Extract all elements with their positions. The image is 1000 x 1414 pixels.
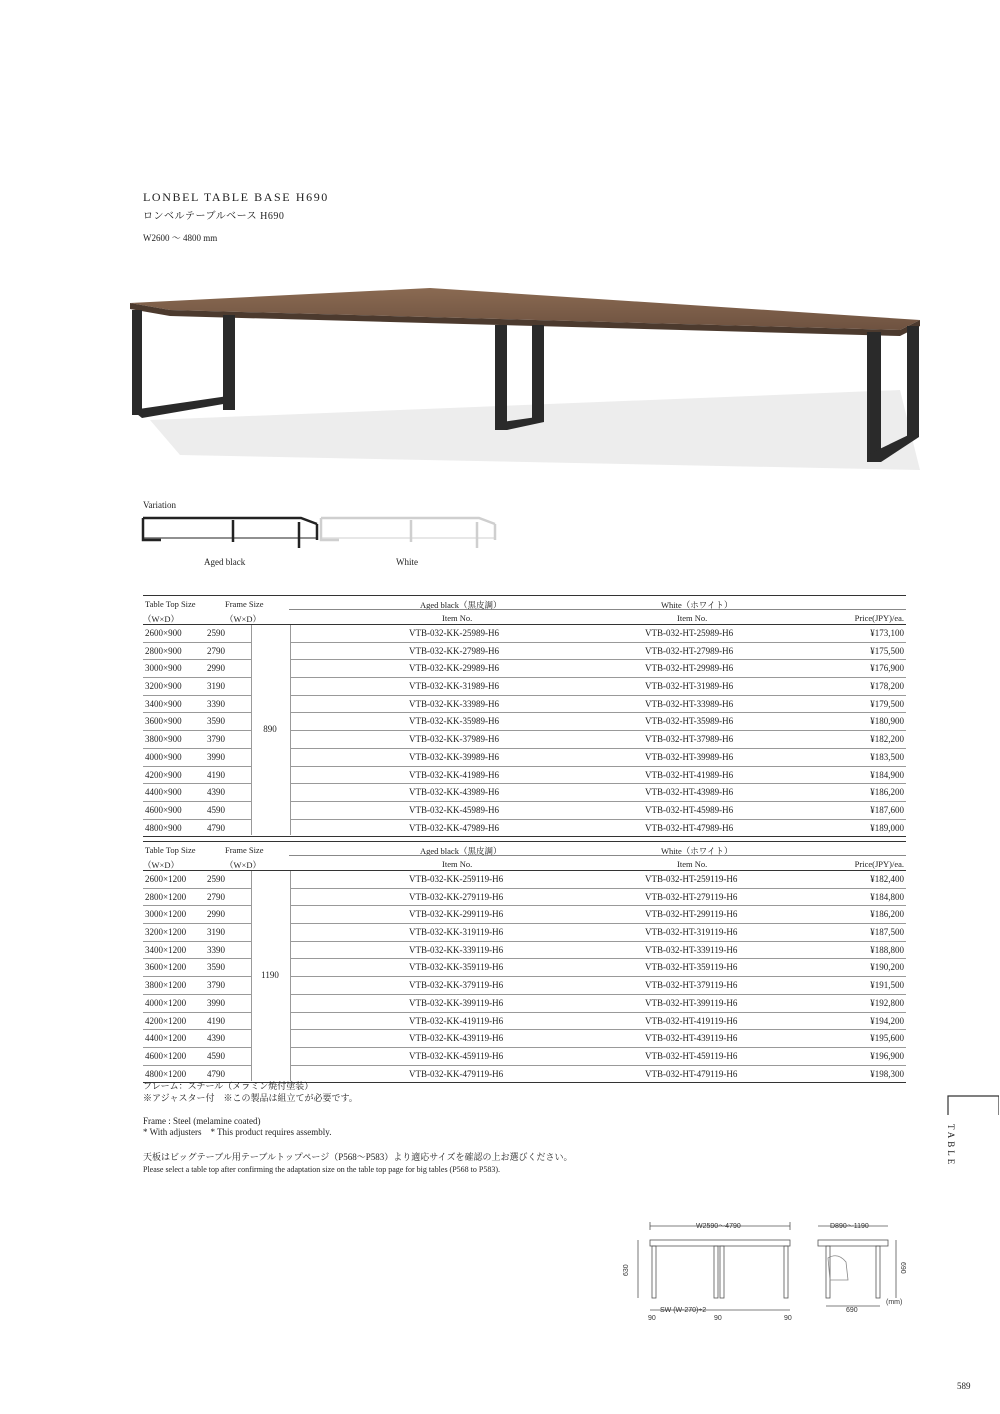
cell-top-size: 3800×1200 <box>145 980 187 991</box>
cell-frame-size: 2590 <box>207 874 225 884</box>
cell-top-size: 3400×900 <box>145 698 182 709</box>
cell-price: ¥176,900 <box>870 663 904 674</box>
cell-item-white: VTB-032-HT-27989-H6 <box>645 645 734 656</box>
cell-price: ¥184,900 <box>870 769 904 780</box>
cell-price: ¥183,500 <box>870 751 904 762</box>
dim-sw: SW (W-270)÷2 <box>660 1307 707 1314</box>
cell-item-white: VTB-032-HT-39989-H6 <box>645 751 734 762</box>
dim-side-690: 690 <box>846 1307 858 1314</box>
cell-frame-depth: 890 <box>263 724 277 735</box>
col-white: White（ホワイト） <box>661 846 733 856</box>
col-price: Price(JPY)/ea. <box>854 859 904 869</box>
cell-top-size: 4800×1200 <box>145 1068 187 1079</box>
cell-item-white: VTB-032-HT-259119-H6 <box>645 874 738 884</box>
cell-item-white: VTB-032-HT-339119-H6 <box>645 944 738 955</box>
col-frame-size-sub: （W×D） <box>225 614 261 624</box>
product-photo <box>120 270 930 470</box>
cell-item-aged-black: VTB-032-KK-43989-H6 <box>409 787 499 798</box>
cell-price: ¥196,900 <box>870 1050 904 1061</box>
cell-price: ¥189,000 <box>870 822 904 833</box>
cell-item-aged-black: VTB-032-KK-35989-H6 <box>409 716 499 727</box>
col-frame-size-sub: （W×D） <box>225 860 261 870</box>
cell-item-aged-black: VTB-032-KK-379119-H6 <box>409 980 504 991</box>
note-select-jp: 天板はビッグテーブル用テーブルトップページ（P568〜P583）より適応サイズを確認の上お選びください。 <box>143 1152 573 1162</box>
cell-item-white: VTB-032-HT-33989-H6 <box>645 698 734 709</box>
cell-item-aged-black: VTB-032-KK-339119-H6 <box>409 944 504 955</box>
cell-item-white: VTB-032-HT-419119-H6 <box>645 1015 738 1026</box>
cell-top-size: 3200×1200 <box>145 927 187 938</box>
dim-leg-90b: 90 <box>714 1315 722 1322</box>
cell-item-aged-black: VTB-032-KK-439119-H6 <box>409 1033 504 1044</box>
cell-item-white: VTB-032-HT-25989-H6 <box>645 628 734 638</box>
cell-item-aged-black: VTB-032-KK-319119-H6 <box>409 927 504 938</box>
cell-price: ¥187,600 <box>870 804 904 815</box>
cell-item-aged-black: VTB-032-KK-479119-H6 <box>409 1068 504 1079</box>
cell-frame-size: 3390 <box>207 698 225 709</box>
cell-item-aged-black: VTB-032-KK-259119-H6 <box>409 874 504 884</box>
cell-frame-size: 3190 <box>207 681 225 692</box>
cell-top-size: 2800×1200 <box>145 891 187 902</box>
cell-item-white: VTB-032-HT-41989-H6 <box>645 769 734 780</box>
cell-price: ¥187,500 <box>870 927 904 938</box>
cell-frame-size: 3790 <box>207 734 225 745</box>
dim-height-right: 690 <box>899 1262 906 1274</box>
cell-frame-size: 3990 <box>207 997 225 1008</box>
col-item-no-ht: Item No. <box>677 613 708 623</box>
note-select-en: Please select a table top after confirming the adaptation size on the table top page for big tables (P568 to P583). <box>143 1165 501 1174</box>
cell-item-aged-black: VTB-032-KK-399119-H6 <box>409 997 504 1008</box>
table-header <box>143 841 906 871</box>
col-item-no-kk: Item No. <box>442 859 473 869</box>
cell-item-white: VTB-032-HT-279119-H6 <box>645 891 738 902</box>
col-top-size: Table Top Size <box>145 599 196 609</box>
cell-top-size: 4000×1200 <box>145 997 187 1008</box>
cell-price: ¥182,400 <box>870 874 904 884</box>
cell-top-size: 3200×900 <box>145 681 182 692</box>
cell-item-white: VTB-032-HT-31989-H6 <box>645 681 734 692</box>
dim-height-left: 630 <box>623 1264 630 1276</box>
cell-item-aged-black: VTB-032-KK-39989-H6 <box>409 751 499 762</box>
cell-top-size: 4600×1200 <box>145 1050 187 1061</box>
cell-frame-size: 3790 <box>207 980 225 991</box>
cell-item-white: VTB-032-HT-47989-H6 <box>645 822 734 833</box>
page-number: 589 <box>957 1381 971 1391</box>
variation-white-image <box>319 514 497 550</box>
cell-item-aged-black: VTB-032-KK-459119-H6 <box>409 1050 504 1061</box>
cell-price: ¥188,800 <box>870 944 904 955</box>
cell-item-aged-black: VTB-032-KK-299119-H6 <box>409 909 504 920</box>
dim-unit: (mm) <box>886 1299 903 1306</box>
cell-price: ¥178,200 <box>870 681 904 692</box>
cell-top-size: 4200×900 <box>145 769 182 780</box>
cell-top-size: 3600×1200 <box>145 962 187 973</box>
table-header <box>143 595 906 625</box>
price-table-d1200 <box>143 841 906 1083</box>
cell-price: ¥184,800 <box>870 891 904 902</box>
product-title-en: LONBEL TABLE BASE H690 <box>143 190 329 204</box>
cell-frame-size: 3190 <box>207 927 225 938</box>
cell-item-white: VTB-032-HT-319119-H6 <box>645 927 738 938</box>
note-adjuster-en: * With adjusters * This product requires assembly. <box>143 1127 332 1137</box>
cell-item-aged-black: VTB-032-KK-31989-H6 <box>409 681 499 692</box>
variation-name-white: White <box>396 557 418 567</box>
cell-frame-depth: 1190 <box>261 970 279 981</box>
cell-top-size: 3600×900 <box>145 716 182 727</box>
cell-top-size: 4400×900 <box>145 787 182 798</box>
cell-price: ¥191,500 <box>870 980 904 991</box>
cell-frame-size: 4590 <box>207 804 225 815</box>
dim-leg-90c: 90 <box>784 1315 792 1322</box>
col-aged-black: Aged black（黒皮調） <box>420 600 502 610</box>
cell-top-size: 4000×900 <box>145 751 182 762</box>
note-adjuster-jp: ※アジャスター付 ※この製品は組立てが必要です。 <box>143 1093 358 1103</box>
col-item-no-ht: Item No. <box>677 859 708 869</box>
cell-price: ¥195,600 <box>870 1033 904 1044</box>
cell-item-white: VTB-032-HT-29989-H6 <box>645 663 734 674</box>
cell-item-aged-black: VTB-032-KK-27989-H6 <box>409 645 499 656</box>
cell-price: ¥186,200 <box>870 909 904 920</box>
cell-item-aged-black: VTB-032-KK-37989-H6 <box>409 734 499 745</box>
col-white: White（ホワイト） <box>661 600 733 610</box>
cell-frame-size: 4390 <box>207 787 225 798</box>
cell-price: ¥173,100 <box>870 628 904 638</box>
cell-price: ¥186,200 <box>870 787 904 798</box>
note-frame-en: Frame : Steel (melamine coated) <box>143 1116 261 1126</box>
cell-frame-size: 2590 <box>207 628 225 638</box>
cell-item-white: VTB-032-HT-459119-H6 <box>645 1050 738 1061</box>
cell-frame-size: 2790 <box>207 645 225 656</box>
note-frame-jp: フレーム：スチール（メラミン焼付塗装） <box>143 1081 314 1091</box>
cell-top-size: 4800×900 <box>145 822 182 833</box>
cell-top-size: 4200×1200 <box>145 1015 187 1026</box>
cell-item-aged-black: VTB-032-KK-359119-H6 <box>409 962 504 973</box>
section-tab-label: TABLE <box>946 1124 956 1168</box>
dim-depth: D890〜1190 <box>830 1223 869 1230</box>
cell-frame-size: 3390 <box>207 944 225 955</box>
cell-frame-size: 2790 <box>207 891 225 902</box>
col-frame-size: Frame Size <box>225 599 264 609</box>
cell-item-white: VTB-032-HT-299119-H6 <box>645 909 738 920</box>
col-aged-black: Aged black（黒皮調） <box>420 846 502 856</box>
cell-item-white: VTB-032-HT-399119-H6 <box>645 997 738 1008</box>
cell-top-size: 3800×900 <box>145 734 182 745</box>
price-table-d900 <box>143 595 906 837</box>
col-price: Price(JPY)/ea. <box>854 613 904 623</box>
cell-frame-size: 3590 <box>207 716 225 727</box>
cell-frame-size: 4190 <box>207 769 225 780</box>
variation-name-aged-black: Aged black <box>204 557 246 567</box>
cell-price: ¥198,300 <box>870 1068 904 1079</box>
cell-frame-size: 4190 <box>207 1015 225 1026</box>
cell-item-aged-black: VTB-032-KK-25989-H6 <box>409 628 499 638</box>
cell-top-size: 3400×1200 <box>145 944 187 955</box>
cell-price: ¥194,200 <box>870 1015 904 1026</box>
cell-top-size: 4600×900 <box>145 804 182 815</box>
cell-item-aged-black: VTB-032-KK-419119-H6 <box>409 1015 504 1026</box>
cell-frame-size: 4790 <box>207 822 225 833</box>
cell-item-white: VTB-032-HT-37989-H6 <box>645 734 734 745</box>
dimension-drawing <box>618 1218 918 1328</box>
variation-aged-black-image <box>141 514 319 550</box>
cell-item-aged-black: VTB-032-KK-47989-H6 <box>409 822 499 833</box>
cell-item-aged-black: VTB-032-KK-45989-H6 <box>409 804 499 815</box>
cell-item-white: VTB-032-HT-43989-H6 <box>645 787 734 798</box>
cell-item-white: VTB-032-HT-35989-H6 <box>645 716 734 727</box>
col-top-size: Table Top Size <box>145 845 196 855</box>
cell-item-aged-black: VTB-032-KK-33989-H6 <box>409 698 499 709</box>
cell-price: ¥175,500 <box>870 645 904 656</box>
cell-top-size: 2800×900 <box>145 645 182 656</box>
col-top-size-sub: （W×D） <box>143 860 179 870</box>
cell-frame-size: 3590 <box>207 962 225 973</box>
cell-top-size: 2600×900 <box>145 628 182 638</box>
cell-price: ¥180,900 <box>870 716 904 727</box>
cell-item-white: VTB-032-HT-359119-H6 <box>645 962 738 973</box>
cell-price: ¥179,500 <box>870 698 904 709</box>
product-title-jp: ロンベルテーブルベース H690 <box>143 211 285 222</box>
cell-item-aged-black: VTB-032-KK-279119-H6 <box>409 891 504 902</box>
cell-top-size: 4400×1200 <box>145 1033 187 1044</box>
cell-price: ¥190,200 <box>870 962 904 973</box>
cell-item-white: VTB-032-HT-439119-H6 <box>645 1033 738 1044</box>
cell-top-size: 3000×900 <box>145 663 182 674</box>
col-top-size-sub: （W×D） <box>143 614 179 624</box>
dim-leg-90a: 90 <box>648 1315 656 1322</box>
cell-frame-size: 4390 <box>207 1033 225 1044</box>
cell-item-white: VTB-032-HT-479119-H6 <box>645 1068 738 1079</box>
col-frame-size: Frame Size <box>225 845 264 855</box>
variation-label: Variation <box>143 500 176 510</box>
cell-frame-size: 3990 <box>207 751 225 762</box>
cell-price: ¥182,200 <box>870 734 904 745</box>
cell-price: ¥192,800 <box>870 997 904 1008</box>
cell-frame-size: 4590 <box>207 1050 225 1061</box>
cell-item-white: VTB-032-HT-379119-H6 <box>645 980 738 991</box>
product-size-range: W2600 〜 4800 mm <box>143 233 218 243</box>
cell-frame-size: 4790 <box>207 1068 225 1079</box>
cell-frame-size: 2990 <box>207 663 225 674</box>
dim-width: W2590〜4790 <box>696 1223 741 1230</box>
cell-item-aged-black: VTB-032-KK-41989-H6 <box>409 769 499 780</box>
cell-item-aged-black: VTB-032-KK-29989-H6 <box>409 663 499 674</box>
cell-item-white: VTB-032-HT-45989-H6 <box>645 804 734 815</box>
cell-frame-size: 2990 <box>207 909 225 920</box>
cell-top-size: 3000×1200 <box>145 909 187 920</box>
cell-top-size: 2600×1200 <box>145 874 187 884</box>
col-item-no-kk: Item No. <box>442 613 473 623</box>
